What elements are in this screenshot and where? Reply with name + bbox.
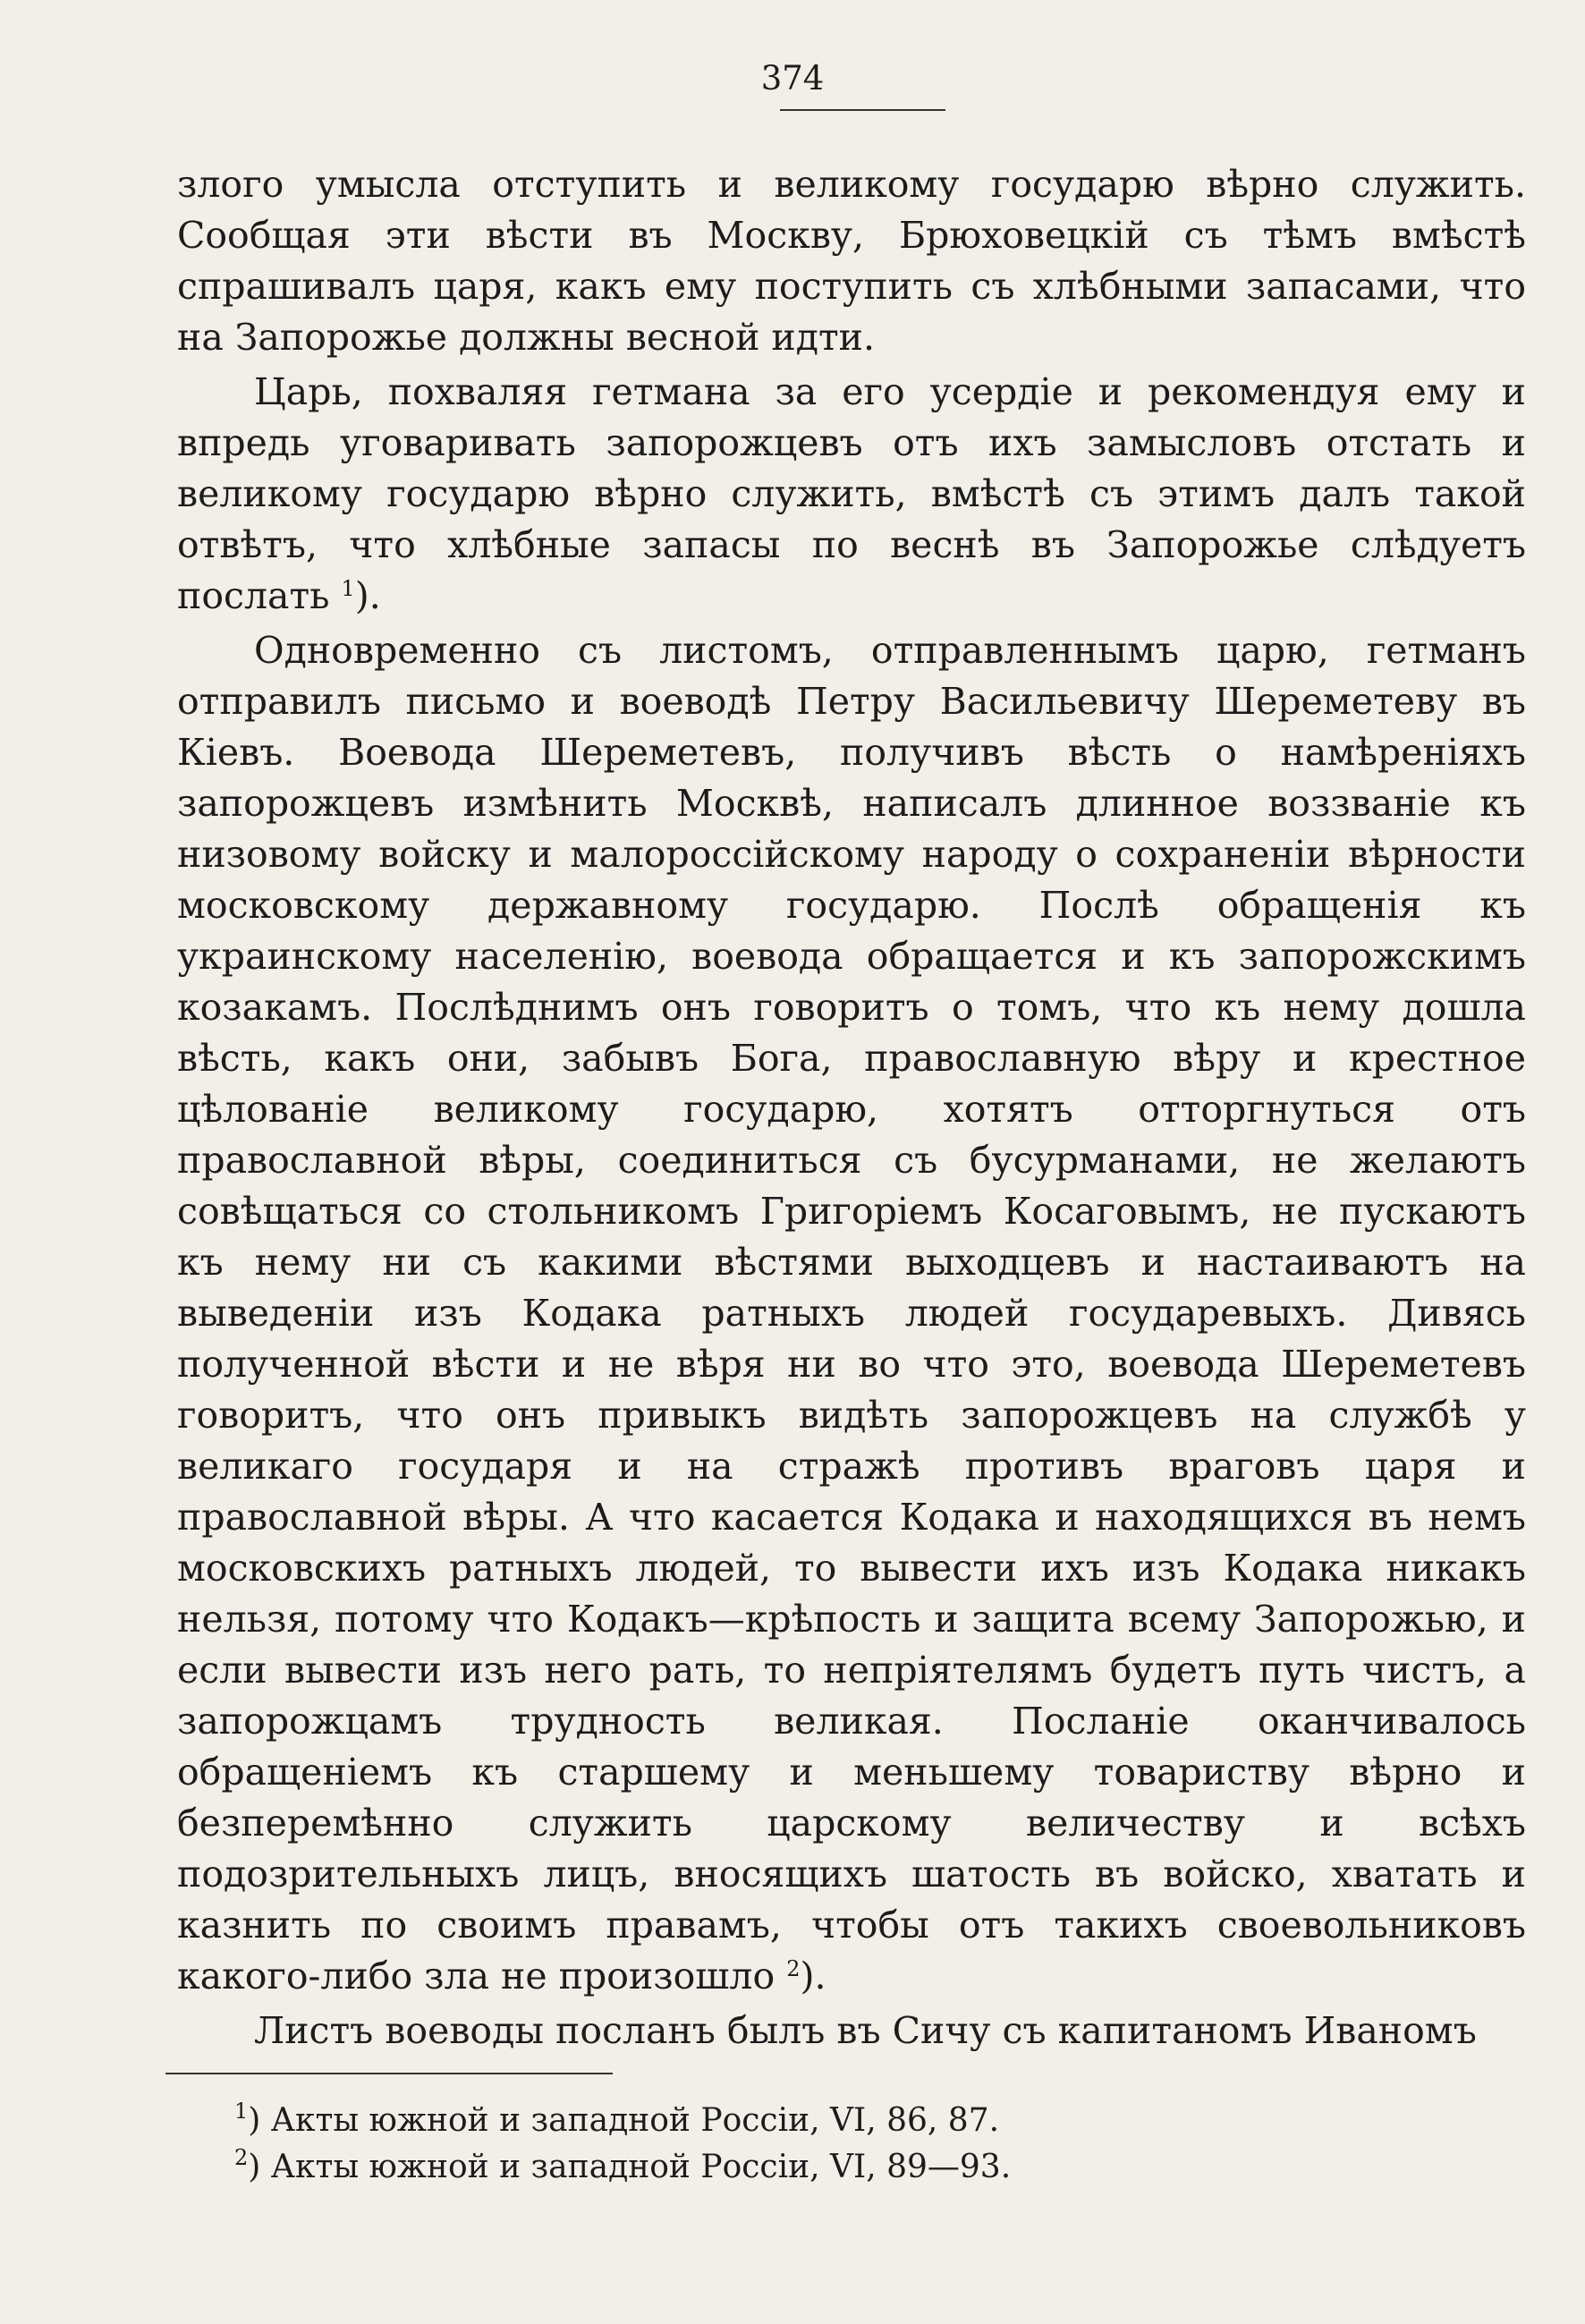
body-text bbox=[177, 159, 1526, 2060]
paragraph-3 bbox=[177, 625, 1526, 2002]
footnote-rule bbox=[165, 2073, 613, 2074]
footnote-2 bbox=[234, 2144, 1487, 2191]
paragraph-text: Царь, похваляя гетмана за его усердіе и рекомендуя ему и впредь уговаривать запорожцевъ отъ ихъ замысловъ отстать и великому государю вѣрно служить, вмѣстѣ съ этимъ далъ такой отвѣтъ, что хлѣбные запасы по веснѣ въ Запорожье слѣдуетъ послать bbox=[177, 370, 1526, 617]
paragraph-2 bbox=[177, 367, 1526, 622]
paragraph-tail: ). bbox=[800, 1955, 826, 1997]
header-rule bbox=[780, 109, 945, 111]
footnote-mark: 2 bbox=[234, 2145, 249, 2170]
paragraph-tail: ). bbox=[354, 574, 381, 617]
footnote-1 bbox=[234, 2098, 1487, 2144]
footnote-text: ) Акты южной и западной Россіи, VI, 89—93. bbox=[248, 2149, 1012, 2185]
footnote-text: ) Акты южной и западной Россіи, VI, 86, 87. bbox=[248, 2102, 1000, 2139]
paragraph-text: злого умысла отступить и великому государю вѣрно служить. Сообщая эти вѣсти въ Москву, Брюховецкій съ тѣмъ вмѣстѣ спрашивалъ царя, какъ ему поступить съ хлѣбными запасами, что на Запорожье должны весной идти. bbox=[177, 163, 1526, 359]
footnote-mark: 1 bbox=[234, 2099, 249, 2124]
footnotes bbox=[234, 2098, 1487, 2191]
page-number: 374 bbox=[760, 59, 825, 98]
paragraph-text: Одновременно съ листомъ, отправленнымъ царю, гетманъ отправилъ письмо и воеводѣ Петру Васильевичу Шереметеву въ Кіевъ. Воевода Шереметевъ, получивъ вѣсть о намѣреніяхъ запорожцевъ измѣнить Москвѣ, написалъ длинное воззваніе къ низовому войску и малороссійскому народу о сохраненіи вѣрности московскому державному государю. Послѣ обращенія къ украинскому населенію, воевода обращается и къ запорожскимъ козакамъ. Послѣднимъ онъ говоритъ о томъ, что къ нему дошла вѣсть, какъ они, забывъ Бога, православную вѣру и крестное цѣлованіе великому государю, хотятъ отторгнуться отъ православной вѣры, соединиться съ бусурманами, не желаютъ совѣщаться со стольникомъ Григоріемъ Косаговымъ, не пускаютъ къ нему ни съ какими вѣстями выходцевъ и настаиваютъ на выведеніи изъ Кодака ратныхъ людей государевыхъ. Дивясь полученной вѣсти и не вѣря ни во что это, воевода Шереметевъ говоритъ, что онъ привыкъ видѣть запорожцевъ на службѣ у великаго государя и на стражѣ противъ враговъ царя и православной вѣры. А что касается Кодака и находящихся въ немъ московскихъ ратныхъ людей, то вывести ихъ изъ Кодака никакъ нельзя, потому что Кодакъ—крѣпость и защита всему Запорожью, и если вывести изъ него рать, то непріятелямъ будетъ путь чистъ, а запорожцамъ трудность великая. Посланіе оканчивалось обращеніемъ къ старшему и меньшему товариству вѣрно и безперемѣнно служить царскому величеству и всѣхъ подозрительныхъ лицъ, вносящихъ шатость въ войско, хватать и казнить по своимъ правамъ, чтобы отъ такихъ своевольниковъ какого-либо зла не произошло bbox=[177, 629, 1526, 1997]
footnote-ref-1[interactable]: 1 bbox=[341, 576, 355, 601]
paragraph-text: Листъ воеводы посланъ былъ въ Сичу съ капитаномъ Иваномъ bbox=[254, 2009, 1477, 2052]
paragraph-4 bbox=[177, 2006, 1526, 2057]
paragraph-1 bbox=[177, 159, 1526, 363]
footnote-ref-2[interactable]: 2 bbox=[786, 1956, 801, 1981]
